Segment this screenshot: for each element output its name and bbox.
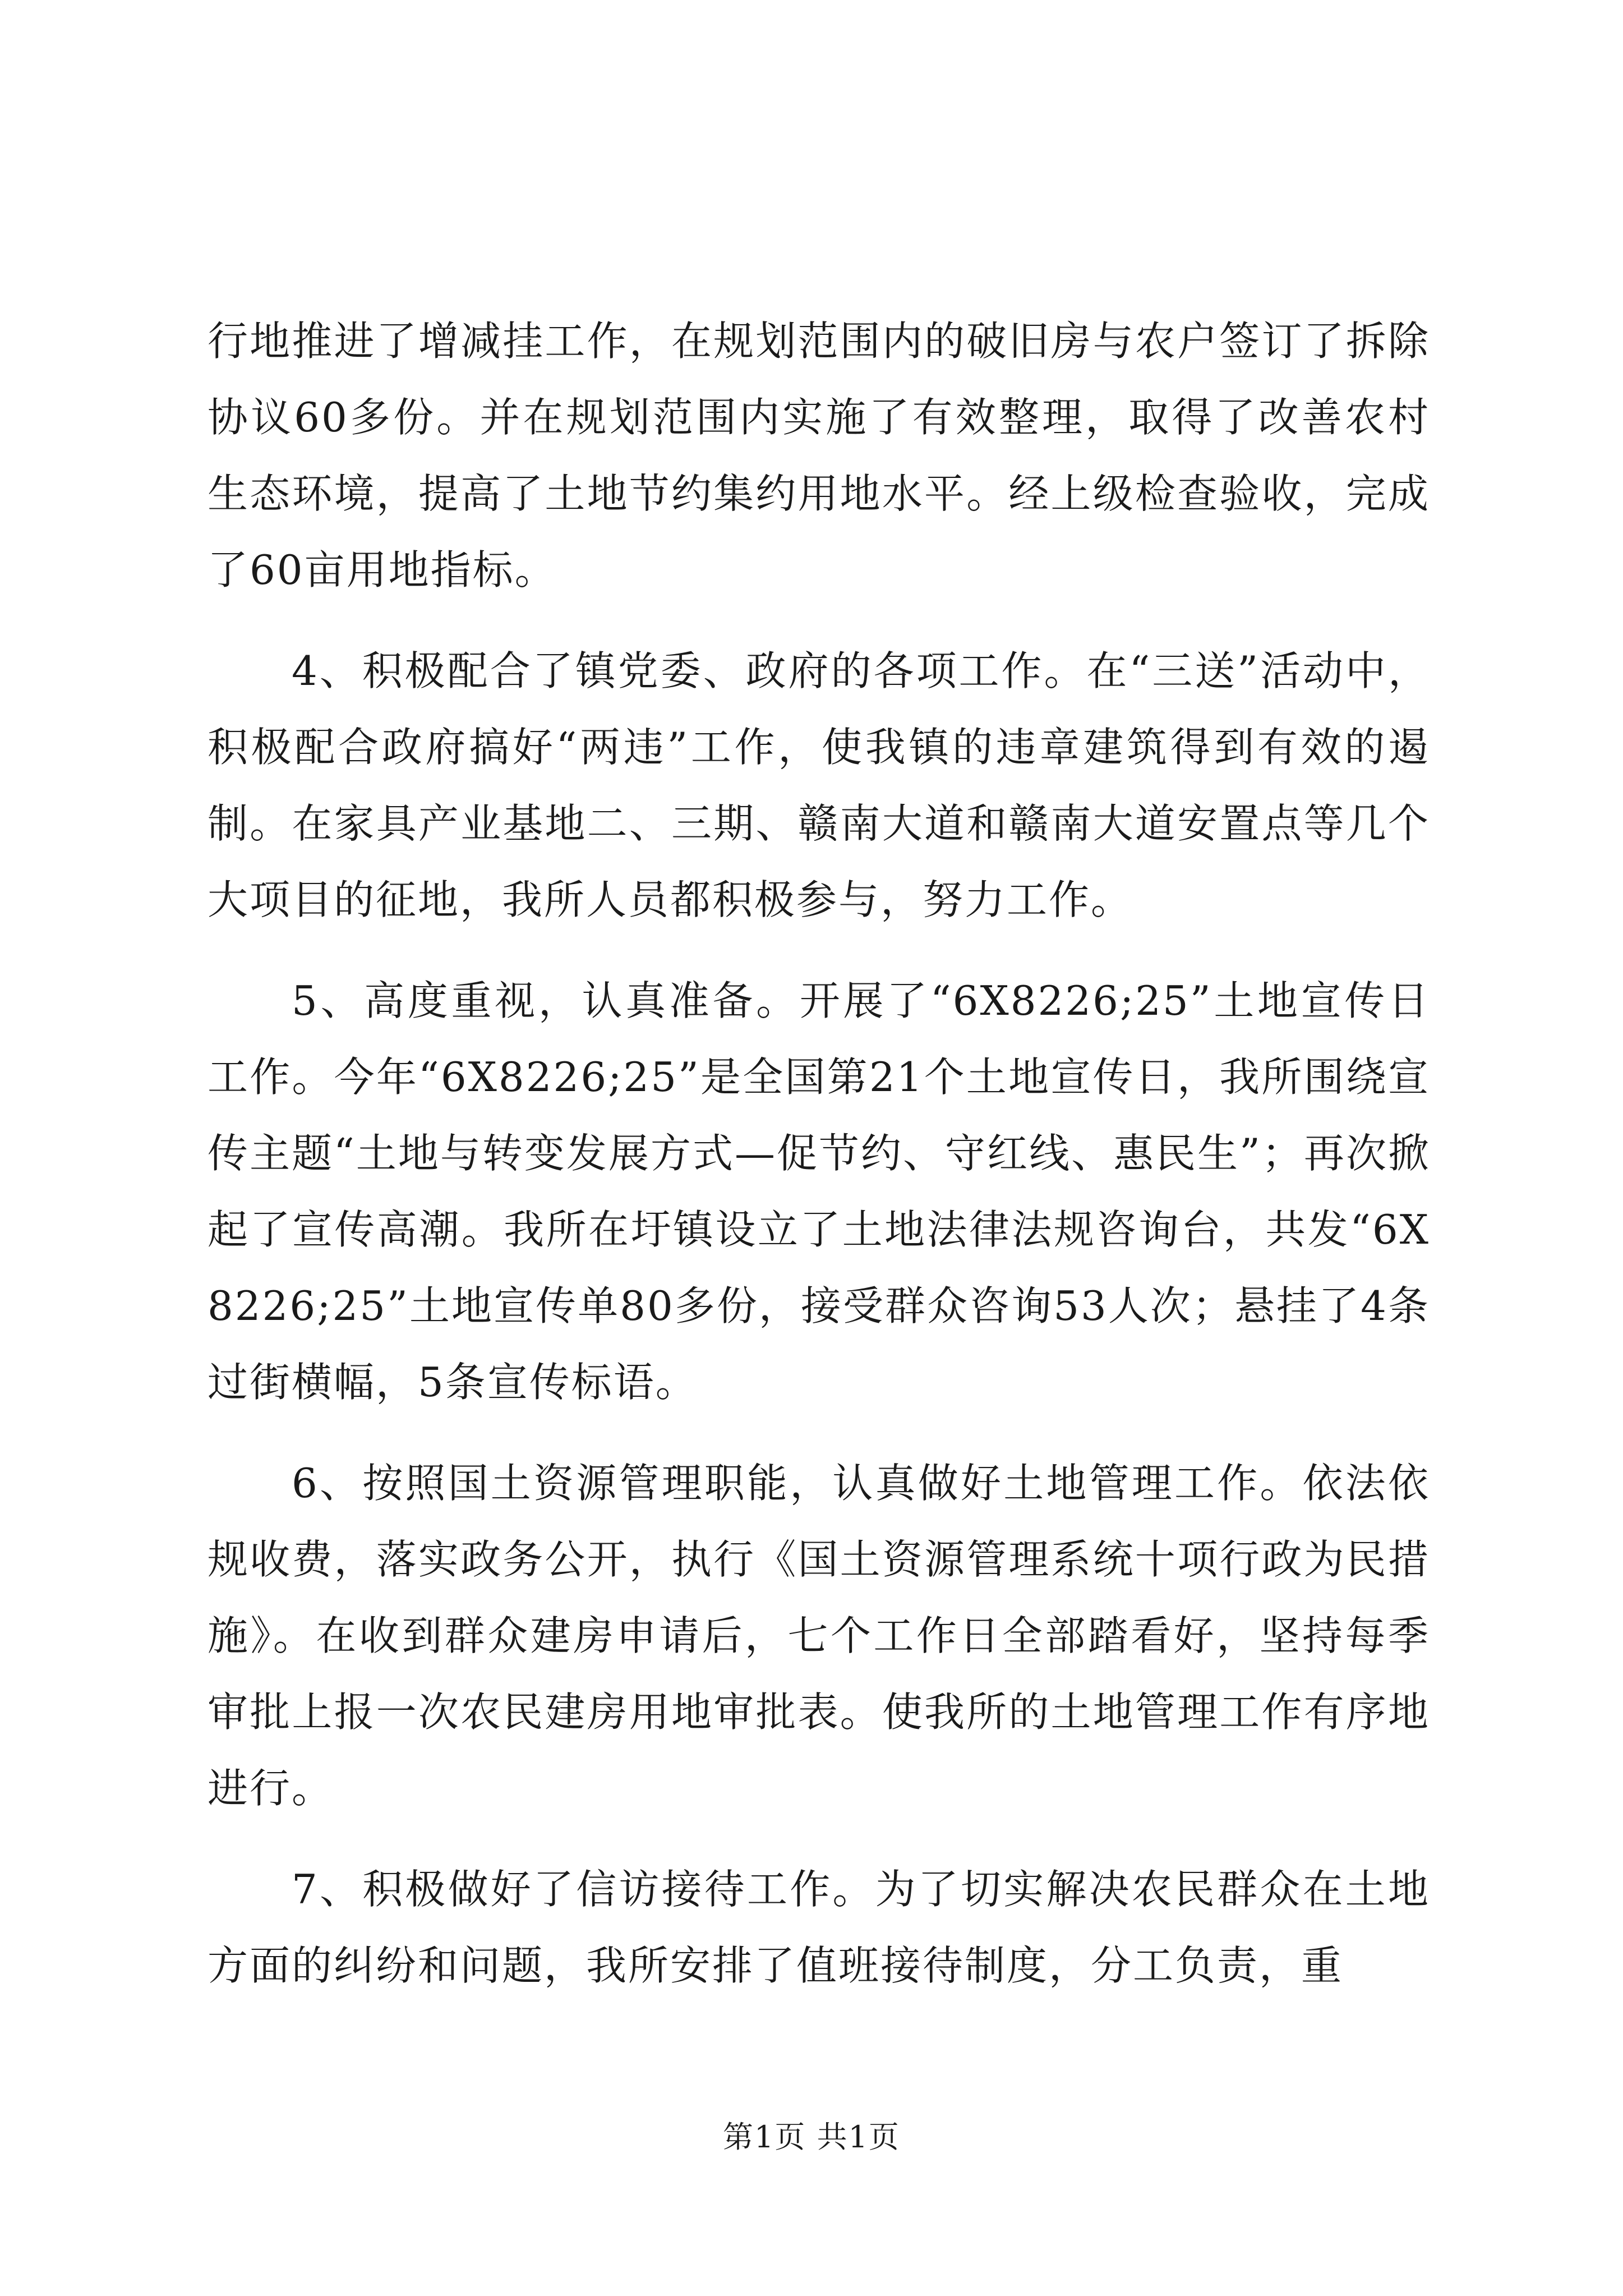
paragraph-item-5: 5、高度重视，认真准备。开展了“6X8226;25”土地宣传日工作。今年“6X8226;25”是全国第21个土地宣传日，我所围绕宣传主题“土地与转变发展方式—促节约、守红线、惠民生”；再次掀起了宣传高潮。我所在圩镇设立了土地法律法规咨询台，共发“6X8226;25”土地宣传单80多份，接受群众咨询53人次；悬挂了4条过街横幅，5条宣传标语。 xyxy=(208,977,1430,1406)
paragraph-continuation: 行地推进了增减挂工作，在规划范围内的破旧房与农户签订了拆除协议60多份。并在规划范围内实施了有效整理，取得了改善农村生态环境，提高了土地节约集约用地水平。经上级检查验收，完成了60亩用地指标。 xyxy=(208,318,1430,593)
page-number-footer: 第1页 共1页 xyxy=(723,2119,900,2155)
paragraph-item-6: 6、按照国土资源管理职能，认真做好土地管理工作。依法依规收费，落实政务公开，执行《国土资源管理系统十项行政为民措施》。在收到群众建房申请后，七个工作日全部踏看好，坚持每季审批上报一次农民建房用地审批表。使我所的土地管理工作有序地进行。 xyxy=(208,1460,1430,1812)
document-body xyxy=(208,303,1430,2004)
paragraph-item-7: 7、积极做好了信访接待工作。为了切实解决农民群众在土地方面的纠纷和问题，我所安排了值班接待制度，分工负责，重 xyxy=(208,1866,1430,1989)
paragraph-item-4: 4、积极配合了镇党委、政府的各项工作。在“三送”活动中，积极配合政府搞好“两违”工作，使我镇的违章建筑得到有效的遏制。在家具产业基地二、三期、赣南大道和赣南大道安置点等几个大项目的征地，我所人员都积极参与，努力工作。 xyxy=(208,647,1430,923)
